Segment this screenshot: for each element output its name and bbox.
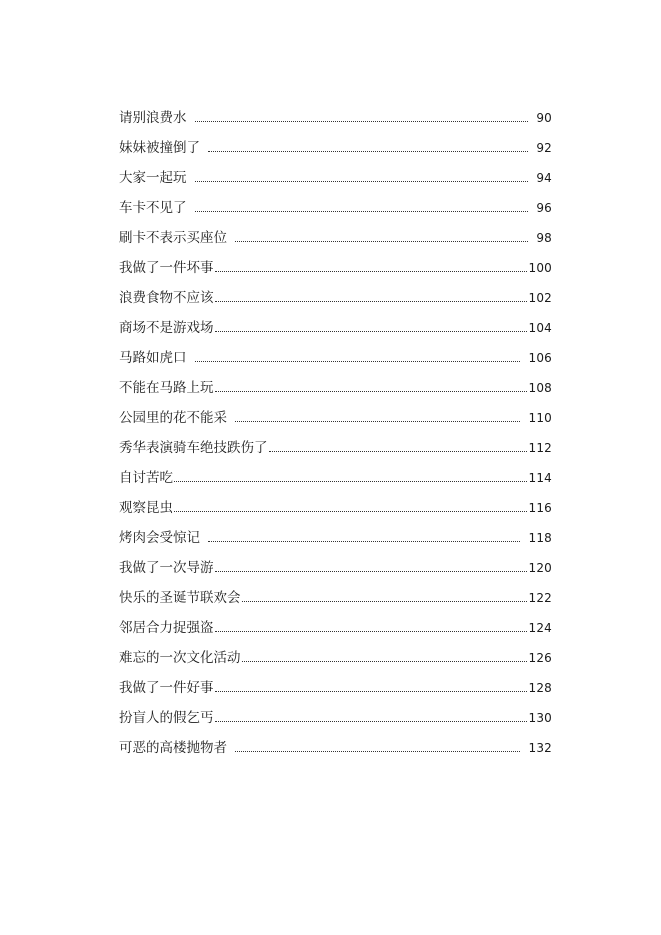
toc-entry xyxy=(119,134,552,164)
toc-entry-page-number: 96 xyxy=(536,201,552,215)
toc-entry xyxy=(119,644,552,674)
toc-entry xyxy=(119,314,552,344)
toc-entry-page-number: 124 xyxy=(528,621,552,635)
toc-entry-title: 我做了一件好事 xyxy=(119,680,214,696)
toc-dot-leader xyxy=(269,451,528,452)
toc-entry xyxy=(119,254,552,284)
toc-entry-page-number: 104 xyxy=(528,321,552,335)
toc-dot-leader xyxy=(242,601,528,602)
toc-entry-title: 扮盲人的假乞丐 xyxy=(119,710,214,726)
toc-entry-title: 马路如虎口 xyxy=(119,350,187,366)
table-of-contents xyxy=(119,104,552,764)
toc-entry-page-number: 128 xyxy=(528,681,552,695)
toc-entry xyxy=(119,524,552,554)
toc-entry-page-number: 126 xyxy=(528,651,552,665)
toc-dot-leader xyxy=(208,151,528,152)
toc-entry xyxy=(119,674,552,704)
toc-dot-leader xyxy=(215,571,528,572)
toc-entry xyxy=(119,464,552,494)
toc-entry xyxy=(119,104,552,134)
toc-entry xyxy=(119,494,552,524)
toc-entry-page-number: 132 xyxy=(528,741,552,755)
toc-entry-page-number: 92 xyxy=(536,141,552,155)
toc-entry-title: 烤肉会受惊记 xyxy=(119,530,200,546)
toc-entry-title: 难忘的一次文化活动 xyxy=(119,650,241,666)
toc-entry xyxy=(119,404,552,434)
toc-dot-leader xyxy=(215,691,528,692)
toc-dot-leader xyxy=(195,181,529,182)
toc-entry-page-number: 118 xyxy=(528,531,552,545)
toc-entry-title: 可恶的高楼抛物者 xyxy=(119,740,227,756)
toc-dot-leader xyxy=(174,481,527,482)
toc-entry-title: 观察昆虫 xyxy=(119,500,173,516)
toc-entry xyxy=(119,584,552,614)
toc-entry-title: 秀华表演骑车绝技跌伤了 xyxy=(119,440,268,456)
toc-entry-page-number: 112 xyxy=(528,441,552,455)
toc-entry-title: 邻居合力捉强盗 xyxy=(119,620,214,636)
toc-entry-page-number: 122 xyxy=(528,591,552,605)
toc-entry-page-number: 130 xyxy=(528,711,552,725)
toc-entry-page-number: 94 xyxy=(536,171,552,185)
toc-entry-page-number: 102 xyxy=(528,291,552,305)
toc-dot-leader xyxy=(215,391,528,392)
toc-entry-title: 大家一起玩 xyxy=(119,170,187,186)
toc-entry-title: 自讨苦吃 xyxy=(119,470,173,486)
toc-entry xyxy=(119,434,552,464)
toc-entry-page-number: 108 xyxy=(528,381,552,395)
toc-entry-title: 快乐的圣诞节联欢会 xyxy=(119,590,241,606)
toc-entry-title: 请别浪费水 xyxy=(119,110,187,126)
toc-entry-title: 不能在马路上玩 xyxy=(119,380,214,396)
toc-entry-title: 刷卡不表示买座位 xyxy=(119,230,227,246)
toc-dot-leader xyxy=(215,271,528,272)
toc-entry-page-number: 114 xyxy=(528,471,552,485)
toc-entry-page-number: 110 xyxy=(528,411,552,425)
toc-entry-title: 我做了一件坏事 xyxy=(119,260,214,276)
toc-entry xyxy=(119,554,552,584)
toc-entry-page-number: 106 xyxy=(528,351,552,365)
toc-entry xyxy=(119,614,552,644)
toc-entry xyxy=(119,344,552,374)
toc-entry-title: 我做了一次导游 xyxy=(119,560,214,576)
toc-dot-leader xyxy=(208,541,520,542)
toc-entry xyxy=(119,374,552,404)
toc-dot-leader xyxy=(195,361,521,362)
toc-entry-page-number: 98 xyxy=(536,231,552,245)
toc-dot-leader xyxy=(235,241,528,242)
toc-entry xyxy=(119,734,552,764)
toc-entry-page-number: 116 xyxy=(528,501,552,515)
toc-dot-leader xyxy=(215,631,528,632)
toc-dot-leader xyxy=(215,331,528,332)
toc-entry-page-number: 90 xyxy=(536,111,552,125)
toc-entry-title: 车卡不见了 xyxy=(119,200,187,216)
toc-entry xyxy=(119,704,552,734)
toc-entry xyxy=(119,194,552,224)
toc-entry xyxy=(119,284,552,314)
toc-dot-leader xyxy=(215,721,528,722)
toc-entry-title: 商场不是游戏场 xyxy=(119,320,214,336)
toc-entry xyxy=(119,164,552,194)
toc-dot-leader xyxy=(215,301,528,302)
toc-dot-leader xyxy=(235,751,520,752)
toc-entry-title: 浪费食物不应该 xyxy=(119,290,214,306)
toc-entry-title: 公园里的花不能采 xyxy=(119,410,227,426)
toc-entry xyxy=(119,224,552,254)
toc-entry-page-number: 100 xyxy=(528,261,552,275)
toc-dot-leader xyxy=(235,421,520,422)
toc-dot-leader xyxy=(195,121,529,122)
toc-dot-leader xyxy=(195,211,529,212)
toc-entry-title: 妹妹被撞倒了 xyxy=(119,140,200,156)
toc-dot-leader xyxy=(174,511,527,512)
toc-dot-leader xyxy=(242,661,528,662)
toc-entry-page-number: 120 xyxy=(528,561,552,575)
